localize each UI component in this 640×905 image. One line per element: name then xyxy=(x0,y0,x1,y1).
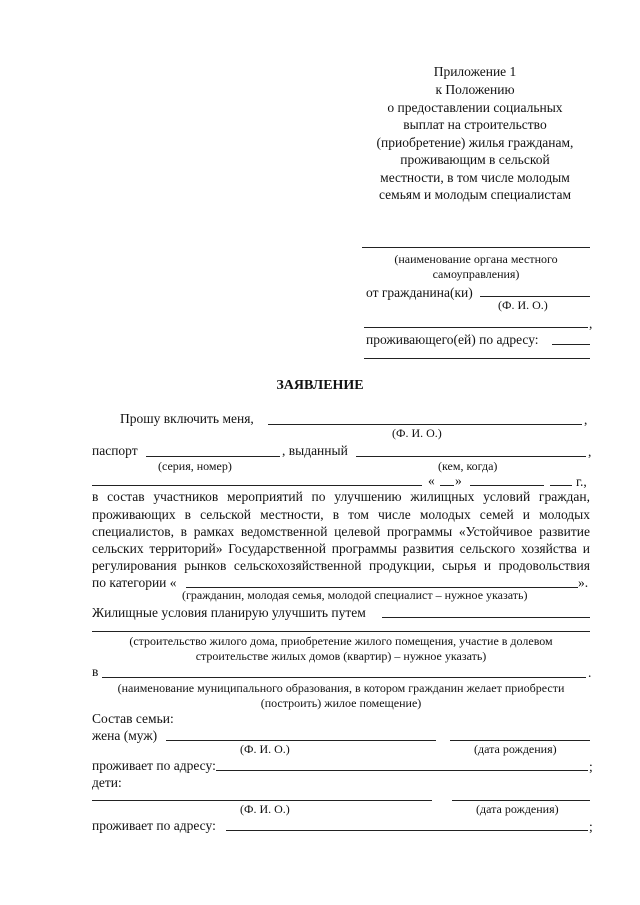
passport-series-field[interactable] xyxy=(146,456,280,457)
include-me-text: Прошу включить меня, xyxy=(120,411,254,426)
housing-method-field[interactable] xyxy=(382,617,590,618)
paragraph-line: специалистов, в рамках ведомственной целевой программы «Устойчивое развитие xyxy=(92,524,590,539)
year-suffix: г., xyxy=(576,474,587,489)
from-label: от гражданина(ки) xyxy=(366,285,473,300)
category-label: по категории « xyxy=(92,575,177,590)
appendix-line: выплат на строительство xyxy=(403,117,547,132)
series-caption: (серия, номер) xyxy=(158,459,232,473)
family-label: Состав семьи: xyxy=(92,711,174,726)
housing-label: Жилищные условия планирую улучшить путем xyxy=(92,605,366,620)
appendix-line: Приложение 1 xyxy=(433,64,517,79)
paragraph-line: регулирования рынков сельскохозяйственной продукции, сырья и продовольствия xyxy=(92,558,590,573)
children-label: дети: xyxy=(92,775,122,790)
quote-open: « xyxy=(428,473,435,488)
applicant-name-field-2[interactable] xyxy=(364,327,588,328)
appendix-line: к Положению xyxy=(435,82,515,97)
passport-issuer-field-2[interactable] xyxy=(92,485,422,486)
appendix-line: семьям и молодым специалистам xyxy=(379,187,571,202)
quote-close: » xyxy=(455,473,462,488)
child-birthdate-field[interactable] xyxy=(452,800,590,801)
issued-label: , выданный xyxy=(282,443,348,458)
housing-caption: строительстве жилых домов (квартир) – нужное указать) xyxy=(195,649,487,663)
organ-caption: самоуправления) xyxy=(432,267,520,281)
applicant-name-field[interactable] xyxy=(480,296,590,297)
fio-caption: (Ф. И. О.) xyxy=(392,426,442,440)
year-field[interactable] xyxy=(550,485,572,486)
paragraph-line: в состав участников мероприятий по улучшению жилищных условий граждан, xyxy=(92,489,590,504)
category-caption: (гражданин, молодая семья, молодой специалист – нужное указать) xyxy=(182,588,528,602)
address-field-2[interactable] xyxy=(364,358,590,359)
spouse-birthdate-field[interactable] xyxy=(450,740,590,741)
birthdate-caption: (дата рождения) xyxy=(476,802,559,816)
comma: , xyxy=(589,316,593,331)
organ-caption: (наименование органа местного xyxy=(394,252,558,266)
residing-label: проживающего(ей) по адресу: xyxy=(366,332,539,347)
municipality-field[interactable] xyxy=(102,677,586,678)
month-field[interactable] xyxy=(470,485,544,486)
in-label: в xyxy=(92,664,99,679)
child-name-field[interactable] xyxy=(92,800,432,801)
period: . xyxy=(588,665,592,680)
passport-label: паспорт xyxy=(92,443,138,458)
lives-at-label: проживает по адресу: xyxy=(92,758,216,773)
semicolon: ; xyxy=(589,819,593,834)
passport-issuer-field[interactable] xyxy=(356,456,586,457)
lives-at-label: проживает по адресу: xyxy=(92,818,216,833)
municipality-caption: (наименование муниципального образования, в котором гражданин желает приобрести xyxy=(117,681,565,695)
semicolon: ; xyxy=(589,759,593,774)
day-field[interactable] xyxy=(440,485,454,486)
housing-method-field-2[interactable] xyxy=(92,631,590,632)
housing-caption: (строительство жилого дома, приобретение жилого помещения, участие в долевом xyxy=(129,634,553,648)
fio-caption: (Ф. И. О.) xyxy=(240,802,290,816)
spouse-name-field[interactable] xyxy=(166,740,436,741)
appendix-line: (приобретение) жилья гражданам, xyxy=(376,135,574,150)
spouse-address-field[interactable] xyxy=(216,770,588,771)
paragraph-line: сельских территорий» Государственной программы развития сельского хозяйства и xyxy=(92,541,590,556)
appendix-line: местности, в том числе молодым xyxy=(380,170,570,185)
comma: , xyxy=(588,444,592,459)
spouse-label: жена (муж) xyxy=(92,728,158,743)
paragraph-line: проживающих в сельской местности, в том числе молодых семей и молодых xyxy=(92,507,590,522)
fio-field[interactable] xyxy=(268,424,582,425)
organ-name-field[interactable] xyxy=(362,247,590,248)
appendix-line: о предоставлении социальных xyxy=(387,100,563,115)
fio-caption: (Ф. И. О.) xyxy=(240,742,290,756)
comma: , xyxy=(584,412,588,427)
fio-caption: (Ф. И. О.) xyxy=(498,298,548,312)
address-field[interactable] xyxy=(552,344,590,345)
category-end: ». xyxy=(578,575,589,590)
birthdate-caption: (дата рождения) xyxy=(474,742,557,756)
appendix-line: проживающим в сельской xyxy=(400,152,550,167)
child-address-field[interactable] xyxy=(226,830,588,831)
municipality-caption: (построить) жилое помещение) xyxy=(260,696,422,710)
issuer-caption: (кем, когда) xyxy=(438,459,498,473)
document-title: ЗАЯВЛЕНИЕ xyxy=(276,378,364,393)
